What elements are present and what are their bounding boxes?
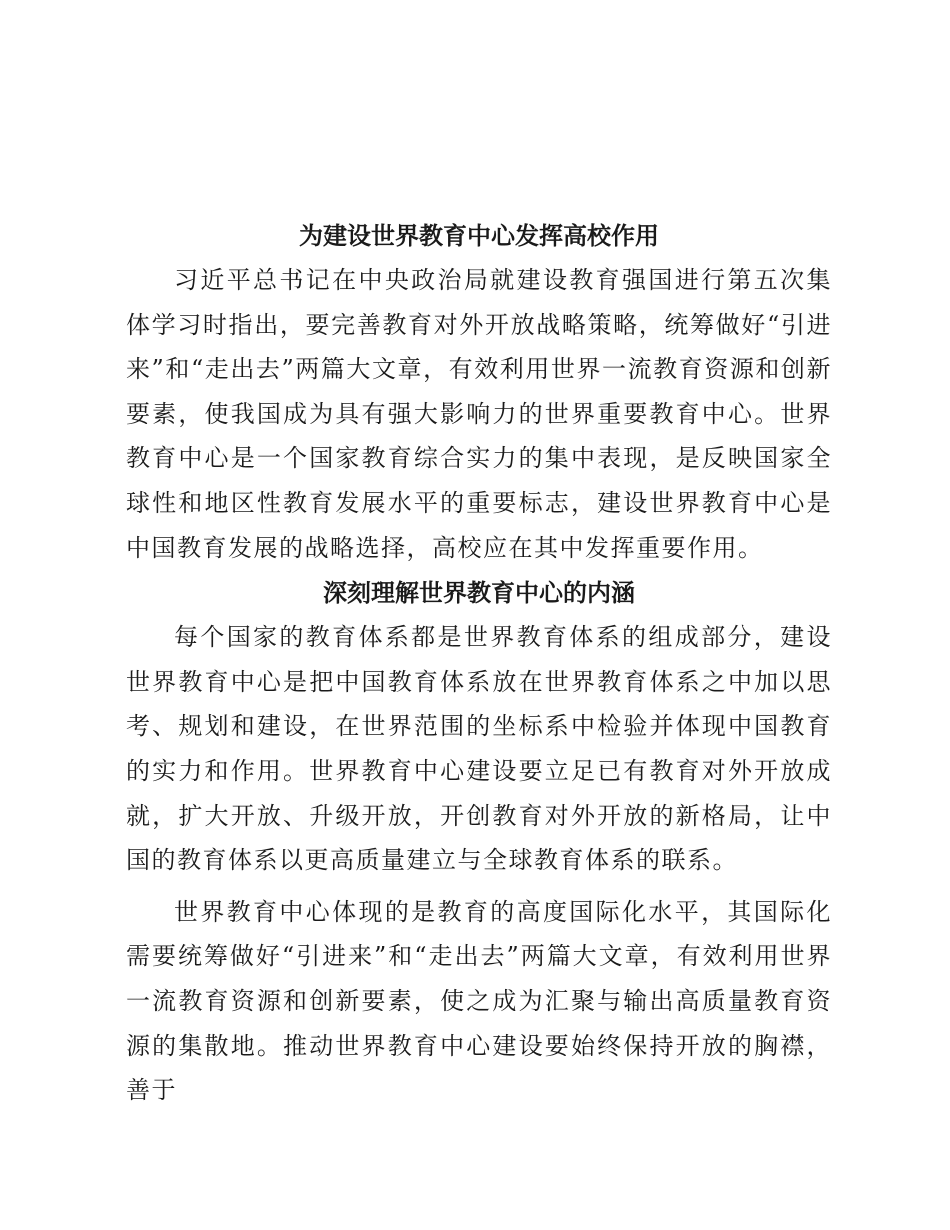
section-heading: 深刻理解世界教育中心的内涵: [323, 578, 635, 608]
body-paragraph-1: 每个国家的教育体系都是世界教育体系的组成部分，建设世界教育中心是把中国教育体系放在世界教育体系之中加以思考、规划和建设，在世界范围的坐标系中检验并体现中国教育的实力和作用。世界教育中心建设要立足已有教育对外开放成就，扩大开放、升级开放，开创教育对外开放的新格局，让中国的教育体系以更高质量建立与全球教育体系的联系。: [126, 623, 832, 875]
document-body: [126, 214, 832, 1113]
document-title: 为建设世界教育中心发挥高校作用: [299, 221, 659, 250]
body-paragraph-2: 世界教育中心体现的是教育的高度国际化水平，其国际化需要统筹做好“引进来”和“走出去”两篇大文章，有效利用世界一流教育资源和创新要素，使之成为汇聚与输出高质量教育资源的集散地。推动世界教育中心建设要始终保持开放的胸襟，善于: [126, 897, 832, 1105]
intro-paragraph: 习近平总书记在中央政治局就建设教育强国进行第五次集体学习时指出，要完善教育对外开放战略策略，统筹做好“引进来”和“走出去”两篇大文章，有效利用世界一流教育资源和创新要素，使我国成为具有强大影响力的世界重要教育中心。世界教育中心是一个国家教育综合实力的集中表现，是反映国家全球性和地区性教育发展水平的重要标志，建设世界教育中心是中国教育发展的战略选择，高校应在其中发挥重要作用。: [126, 266, 832, 562]
